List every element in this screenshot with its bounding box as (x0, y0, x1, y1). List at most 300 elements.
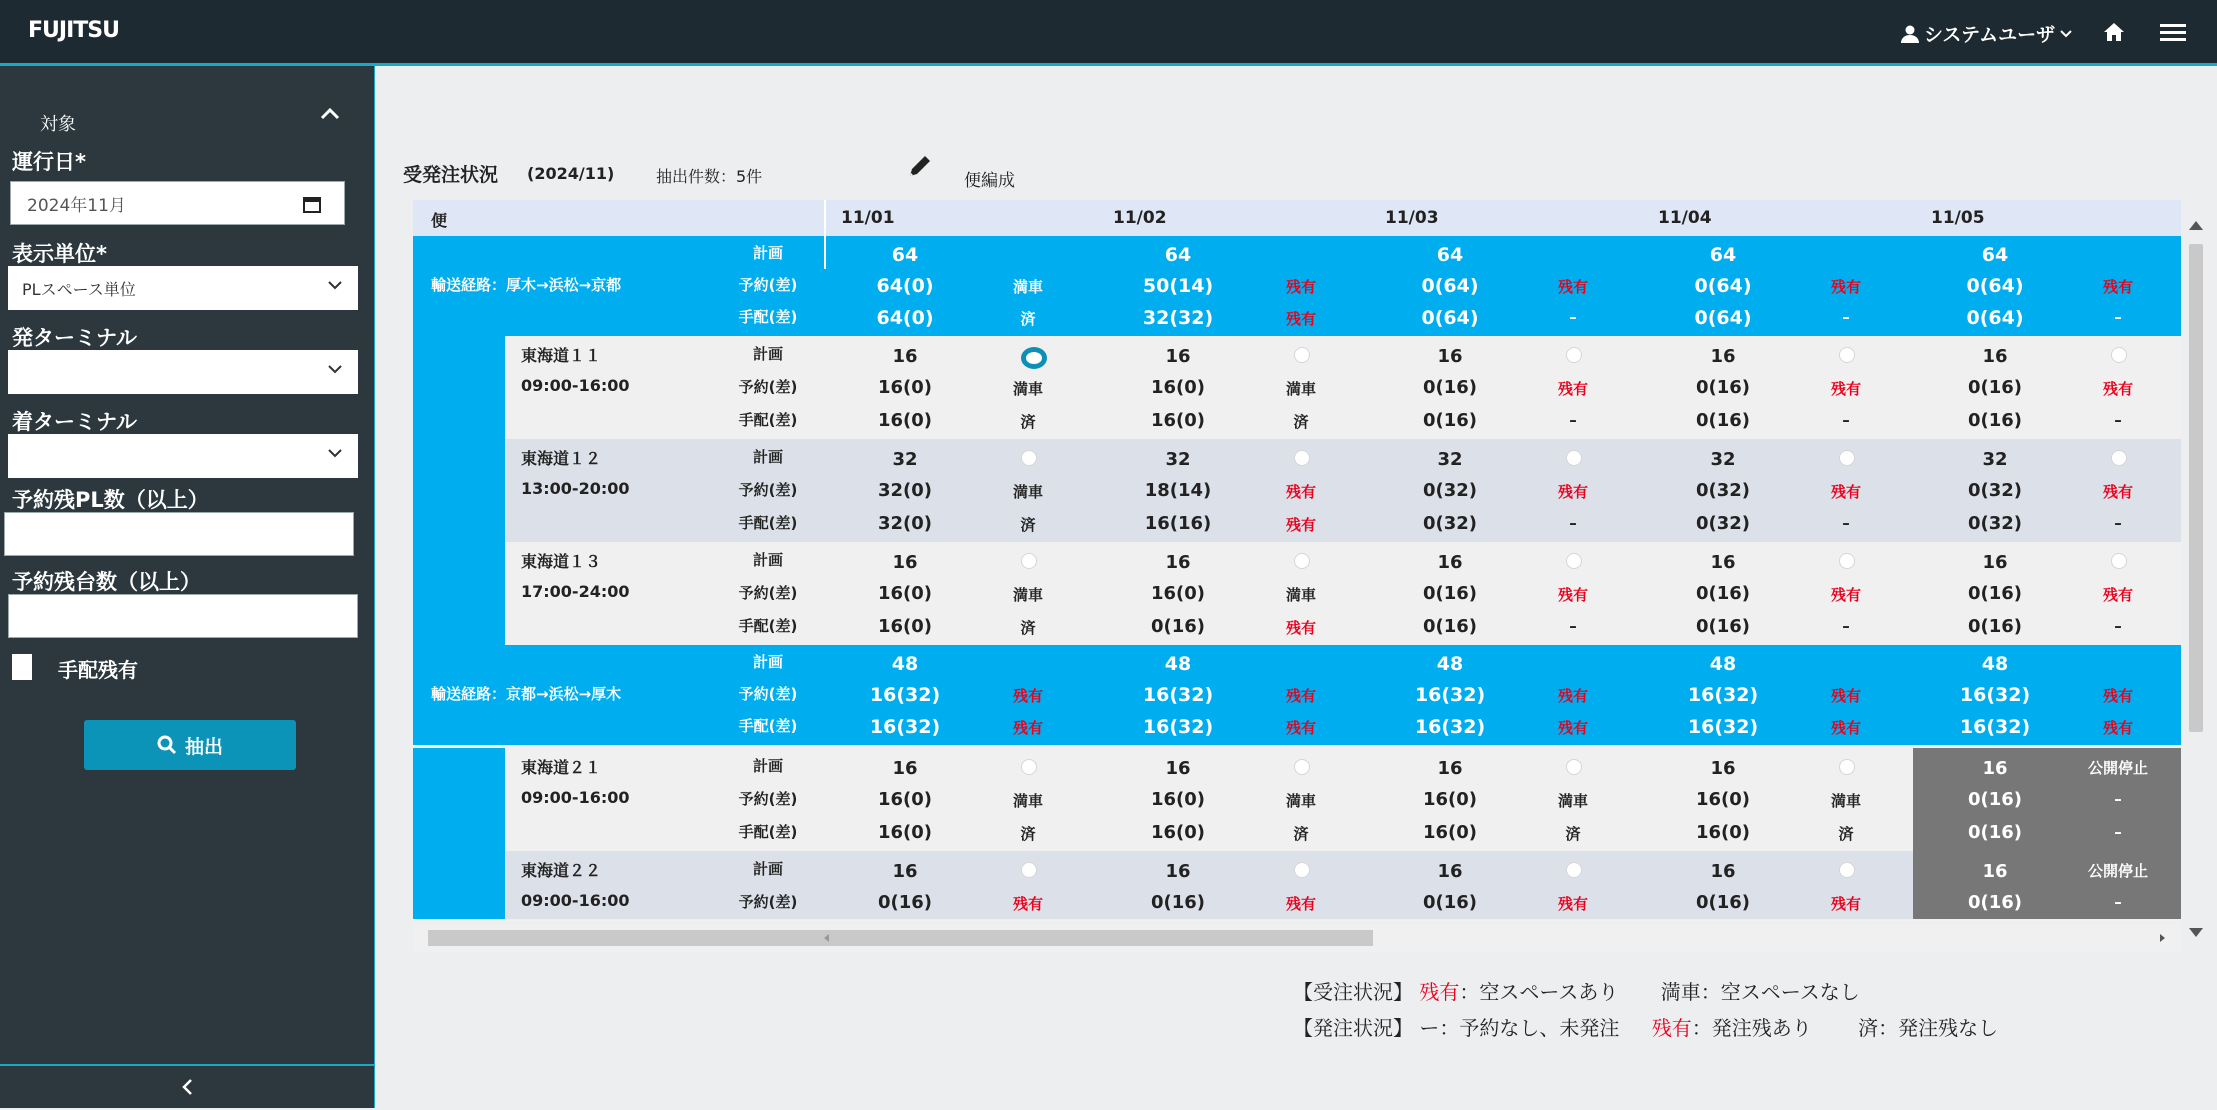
reserve-status: 残有 (1285, 483, 1316, 501)
hamburger-menu-button[interactable] (2160, 22, 2186, 48)
arrange-status: – (1842, 411, 1850, 429)
truck-time: 09:00-16:00 (521, 376, 630, 395)
reserve-value: 16(0) (877, 377, 933, 398)
legend-ship-none: ー：予約なし、未発注 (1419, 1016, 1620, 1040)
chevron-up-icon (320, 107, 340, 121)
hamburger-icon (2160, 22, 2186, 44)
user-icon (1900, 24, 1920, 44)
select-radio[interactable] (1839, 450, 1855, 466)
vertical-scroll-thumb[interactable] (2189, 244, 2203, 732)
chevron-left-icon (180, 1078, 194, 1096)
chevron-down-icon (2059, 27, 2073, 41)
reserve-status: 残有 (1557, 483, 1588, 501)
select-radio[interactable] (1839, 759, 1855, 775)
select-radio[interactable] (2111, 553, 2127, 569)
arrange-status: – (2114, 411, 2122, 429)
arrange-value: 32(32) (1142, 307, 1214, 329)
reserve-value: 16(0) (1695, 789, 1751, 810)
reserve-status: 満車 (1285, 792, 1316, 810)
plan-value: 16 (1710, 346, 1736, 367)
arrange-value: 0(64) (1421, 307, 1479, 329)
operation-date-input[interactable] (10, 181, 345, 225)
reserve-value: 0(16) (1695, 892, 1751, 913)
filter-section-title: 対象 (40, 114, 76, 135)
route-left-band (413, 851, 505, 919)
arrange-status: – (2114, 823, 2122, 841)
row-label: 手配(差) (738, 717, 798, 735)
select-radio[interactable] (1021, 450, 1037, 466)
horizontal-scroll-thumb[interactable] (428, 930, 1373, 946)
select-radio[interactable] (1021, 553, 1037, 569)
reserve-status: 残有 (1285, 687, 1316, 705)
select-radio[interactable] (1294, 347, 1310, 363)
departure-terminal-select[interactable] (8, 350, 358, 394)
header-date: 11/01 (841, 208, 895, 228)
row-label: 予約(差) (738, 378, 798, 396)
select-radio[interactable] (1566, 553, 1582, 569)
arrange-status: 残有 (1830, 719, 1861, 737)
reserve-value: 0(16) (1967, 583, 2023, 604)
reserve-value: 16(32) (1687, 684, 1759, 706)
reserve-status: 残有 (2102, 586, 2133, 604)
row-label: 計画 (752, 551, 783, 569)
arrange-value: 16(0) (1150, 410, 1206, 431)
reserve-status: 満車 (1012, 483, 1043, 501)
reserve-value: 0(16) (1150, 892, 1206, 913)
row-label: 計画 (752, 345, 783, 363)
scroll-right-icon[interactable] (2157, 932, 2167, 944)
select-radio[interactable] (1566, 450, 1582, 466)
departure-terminal-label: 発ターミナル (12, 326, 137, 350)
select-radio[interactable] (1839, 347, 1855, 363)
reserve-value: 0(16) (1967, 377, 2023, 398)
route-left-band (413, 748, 505, 851)
plan-value: 16 (1437, 758, 1463, 779)
search-icon (157, 735, 177, 755)
plan-value: 64 (1164, 244, 1192, 266)
reserve-status: 残有 (2102, 380, 2133, 398)
plan-value: 32 (1982, 449, 2008, 470)
arrange-status: 残有 (2102, 719, 2133, 737)
plan-value: 16 (1165, 346, 1191, 367)
select-radio[interactable] (1294, 759, 1310, 775)
truck-row (413, 748, 2181, 851)
plan-value: 32 (1165, 449, 1191, 470)
extract-button[interactable] (84, 720, 296, 770)
target-month: (2024/11) (527, 164, 615, 183)
route-label: 輸送経路：京都→浜松→厚木 (431, 685, 622, 703)
home-button[interactable] (2102, 20, 2126, 48)
header-date: 11/05 (1931, 208, 1985, 228)
select-radio[interactable] (1294, 862, 1310, 878)
header-date: 11/02 (1113, 208, 1167, 228)
arrange-value: 0(16) (1967, 822, 2023, 843)
arrange-value: 0(16) (1967, 410, 2023, 431)
arrange-value: 64(0) (876, 307, 934, 329)
reserve-value: 16(32) (1142, 684, 1214, 706)
reserve-status: 残有 (1830, 278, 1861, 296)
header-separator (824, 200, 826, 269)
plan-value: 16 (1982, 346, 2008, 367)
reserve-value: 16(0) (1150, 377, 1206, 398)
chevron-down-icon (326, 276, 344, 294)
row-label: 計画 (752, 653, 783, 671)
route-left-band (413, 336, 505, 439)
reserve-status: 残有 (1285, 895, 1316, 913)
remaining-units-input[interactable] (8, 594, 358, 638)
extract-count: 抽出件数：5件 (656, 167, 763, 186)
remaining-pl-label: 予約残PL数（以上） (12, 488, 209, 512)
plan-value: 16 (892, 552, 918, 573)
reserve-value: 0(64) (1421, 275, 1479, 297)
reserve-status: 残有 (1557, 278, 1588, 296)
route-row (413, 645, 2181, 745)
row-label: 計画 (752, 757, 783, 775)
reserve-value: 16(0) (1422, 789, 1478, 810)
arrange-value: 16(0) (877, 822, 933, 843)
arrange-value: 0(16) (1422, 616, 1478, 637)
display-unit-label: 表示単位* (12, 242, 107, 266)
plan-value: 16 (1165, 861, 1191, 882)
reserve-value: 0(16) (1695, 377, 1751, 398)
row-label: 手配(差) (738, 823, 798, 841)
select-radio[interactable] (1839, 553, 1855, 569)
arrange-value: 0(16) (1695, 616, 1751, 637)
select-radio[interactable] (1566, 862, 1582, 878)
plan-value: 16 (1437, 346, 1463, 367)
arrange-status: 残有 (1557, 719, 1588, 737)
arrange-status: 済 (1565, 825, 1581, 843)
truck-name: 東海道２２ (521, 861, 602, 880)
arrange-status: 残有 (1285, 310, 1316, 328)
reserve-value: 16(32) (1414, 684, 1486, 706)
plan-value: 16 (1982, 758, 2008, 779)
reserve-status: 満車 (1557, 792, 1588, 810)
plan-value: 48 (1981, 653, 2009, 675)
select-radio[interactable] (1566, 759, 1582, 775)
plan-value: 16 (1710, 552, 1736, 573)
plan-value: 16 (1437, 552, 1463, 573)
arrange-value: 16(0) (1422, 822, 1478, 843)
reserve-status: 残有 (1830, 586, 1861, 604)
arrange-value: 16(0) (1695, 822, 1751, 843)
order-status-grid (413, 200, 2181, 922)
arrange-status: – (1569, 514, 1577, 532)
scroll-left-icon[interactable] (822, 932, 832, 944)
reserve-status: 満車 (1012, 792, 1043, 810)
truck-row (413, 542, 2181, 645)
scroll-down-icon[interactable] (2186, 926, 2206, 940)
truck-name: 東海道１１ (521, 346, 602, 365)
reserve-value: 0(16) (1695, 583, 1751, 604)
select-radio[interactable] (1566, 347, 1582, 363)
bin-composition-link[interactable]: 便編成 (964, 171, 1015, 191)
plan-value: 16 (892, 346, 918, 367)
route-left-band (413, 439, 505, 542)
truck-name: 東海道１３ (521, 552, 602, 571)
user-menu[interactable] (1900, 20, 2073, 47)
row-label: 手配(差) (738, 514, 798, 532)
reserve-status: 満車 (1012, 380, 1043, 398)
header-date: 11/04 (1658, 208, 1712, 228)
reserve-status: 残有 (1830, 483, 1861, 501)
plan-value: 16 (1982, 552, 2008, 573)
select-radio[interactable] (1021, 759, 1037, 775)
select-radio[interactable] (2111, 347, 2127, 363)
row-label: 手配(差) (738, 617, 798, 635)
arrange-status: 残有 (1285, 619, 1316, 637)
reserve-status: 残有 (1557, 687, 1588, 705)
row-label: 予約(差) (738, 790, 798, 808)
reserve-value: 0(16) (877, 892, 933, 913)
select-radio[interactable] (1294, 553, 1310, 569)
arrange-value: 16(16) (1144, 513, 1212, 534)
select-radio[interactable] (1294, 450, 1310, 466)
row-label: 予約(差) (738, 481, 798, 499)
arrange-value: 32(0) (877, 513, 933, 534)
row-label: 予約(差) (738, 276, 798, 294)
filter-sidebar (0, 66, 375, 1108)
chevron-down-icon (326, 360, 344, 378)
plan-value: 16 (1165, 552, 1191, 573)
reserve-status: 満車 (1285, 380, 1316, 398)
reserve-value: 0(64) (1966, 275, 2024, 297)
reserve-status: 残有 (1012, 895, 1043, 913)
reserve-value: 0(16) (1967, 789, 2023, 810)
plan-value: 64 (1709, 244, 1737, 266)
arrange-status: – (1569, 308, 1577, 326)
truck-row (413, 336, 2181, 439)
plan-value: 16 (892, 861, 918, 882)
legend-order-row (1293, 974, 1998, 1010)
reserve-value: 32(0) (877, 480, 933, 501)
grid-header-row (413, 200, 2181, 236)
fujitsu-logo: FUJITSU (28, 18, 119, 43)
plan-value: 48 (1709, 653, 1737, 675)
reserve-status: – (2114, 790, 2122, 808)
plan-value: 32 (1710, 449, 1736, 470)
arrange-value: 0(64) (1966, 307, 2024, 329)
arrange-value: 0(32) (1422, 513, 1478, 534)
legend-order-prefix: 【受注状況】 (1293, 980, 1413, 1004)
legend-ship-done: 済：発注残なし (1858, 1016, 1999, 1040)
arrange-value: 0(16) (1150, 616, 1206, 637)
route-row (413, 236, 2181, 336)
arrange-value: 0(16) (1967, 616, 2023, 637)
reserve-value: 50(14) (1142, 275, 1214, 297)
arrange-value: 16(32) (1959, 716, 2031, 738)
arrange-value: 16(32) (1142, 716, 1214, 738)
arrange-value: 16(0) (877, 616, 933, 637)
scroll-up-icon[interactable] (2186, 218, 2206, 232)
arrange-value: 0(32) (1695, 513, 1751, 534)
truck-time: 09:00-16:00 (521, 788, 630, 807)
arrange-status: – (1569, 411, 1577, 429)
arrange-status: 残有 (1012, 719, 1043, 737)
display-unit-select[interactable] (8, 266, 358, 310)
arrange-status: 残有 (1285, 719, 1316, 737)
reserve-value: 0(32) (1422, 480, 1478, 501)
reserve-status: 残有 (1830, 687, 1861, 705)
plan-value: 64 (1436, 244, 1464, 266)
arrange-status: 済 (1020, 516, 1036, 534)
reserve-value: 64(0) (876, 275, 934, 297)
arrange-status: 済 (1838, 825, 1854, 843)
user-name: システムユーザ (1924, 24, 2056, 46)
reserve-value: 0(16) (1422, 377, 1478, 398)
truck-time: 17:00-24:00 (521, 582, 630, 601)
reserve-status: 残有 (1557, 380, 1588, 398)
reserve-value: 16(32) (1959, 684, 2031, 706)
plan-value: 32 (892, 449, 918, 470)
select-radio[interactable] (2111, 450, 2127, 466)
legend-ship-remain-desc: ：発注残あり (1691, 1016, 1812, 1040)
sidebar-footer (0, 1064, 374, 1110)
reserve-status: 残有 (1012, 687, 1043, 705)
arrange-status: 済 (1293, 413, 1309, 431)
reserve-status: 残有 (2102, 687, 2133, 705)
select-radio[interactable] (1839, 862, 1855, 878)
plan-value: 48 (891, 653, 919, 675)
row-label: 手配(差) (738, 411, 798, 429)
header-date: 11/03 (1385, 208, 1439, 228)
arrange-status: – (1842, 308, 1850, 326)
arrange-status: – (2114, 308, 2122, 326)
calendar-icon[interactable] (302, 194, 322, 214)
legend-ship-prefix: 【発注状況】 (1293, 1016, 1413, 1040)
arrival-terminal-select[interactable] (8, 434, 358, 478)
arrange-value: 16(32) (869, 716, 941, 738)
pencil-icon[interactable] (906, 152, 934, 184)
route-label: 輸送経路：厚木→浜松→京都 (431, 276, 622, 294)
arrange-status: 済 (1020, 413, 1036, 431)
arrange-value: 0(64) (1694, 307, 1752, 329)
row-label: 予約(差) (738, 584, 798, 602)
arrange-status: 済 (1020, 619, 1036, 637)
reserve-value: 0(16) (1967, 892, 2023, 913)
truck-name: 東海道１２ (521, 449, 602, 468)
reserve-value: 0(16) (1422, 892, 1478, 913)
arrange-value: 0(16) (1422, 410, 1478, 431)
reserve-status: 残有 (1557, 586, 1588, 604)
reserve-value: 16(0) (1150, 583, 1206, 604)
arrange-value: 0(16) (1695, 410, 1751, 431)
reserve-status: 残有 (1285, 278, 1316, 296)
remaining-units-label: 予約残台数（以上） (12, 570, 201, 594)
reserve-value: 18(14) (1144, 480, 1212, 501)
collapse-section-button[interactable] (320, 106, 340, 125)
reserve-value: 0(32) (1695, 480, 1751, 501)
reserve-status: 満車 (1012, 278, 1043, 296)
operation-date-value: 2024年11月 (27, 195, 126, 216)
legend-ship-row (1293, 1010, 1998, 1046)
operation-date-label: 運行日* (12, 150, 86, 174)
arrange-status: – (1842, 617, 1850, 635)
arrange-status: – (1569, 617, 1577, 635)
reserve-value: 16(32) (869, 684, 941, 706)
plan-value: 32 (1437, 449, 1463, 470)
reserve-status: 残有 (1830, 895, 1861, 913)
extract-button-label: 抽出 (184, 735, 223, 758)
reserve-value: 0(16) (1422, 583, 1478, 604)
row-label: 予約(差) (738, 685, 798, 703)
plan-value: 48 (1436, 653, 1464, 675)
arrange-status: – (2114, 617, 2122, 635)
publish-stopped-status: 公開停止 (2087, 862, 2148, 880)
reserve-status: – (2114, 893, 2122, 911)
collapse-sidebar-button[interactable] (180, 1078, 194, 1100)
reserve-status: 残有 (2102, 483, 2133, 501)
plan-value: 16 (892, 758, 918, 779)
reserve-value: 16(0) (877, 789, 933, 810)
arrange-status: – (2114, 514, 2122, 532)
legend-order-remain: 残有 (1419, 980, 1460, 1004)
row-label: 計画 (752, 448, 783, 466)
truck-row (413, 851, 2181, 919)
arrange-value: 16(0) (1150, 822, 1206, 843)
reserve-status: 残有 (1557, 895, 1588, 913)
row-label: 手配(差) (738, 308, 798, 326)
truck-row (413, 439, 2181, 542)
reserve-value: 0(32) (1967, 480, 2023, 501)
reserve-value: 0(64) (1694, 275, 1752, 297)
publish-stopped-status: 公開停止 (2087, 759, 2148, 777)
arrangement-remaining-label: 手配残有 (58, 658, 138, 682)
reserve-status: 満車 (1285, 586, 1316, 604)
arrange-value: 16(32) (1414, 716, 1486, 738)
chevron-down-icon (326, 444, 344, 462)
truck-time: 09:00-16:00 (521, 891, 630, 910)
plan-value: 16 (1437, 861, 1463, 882)
reserve-status: 満車 (1012, 586, 1043, 604)
page-title: 受発注状況 (403, 164, 499, 186)
select-radio[interactable] (1021, 347, 1047, 369)
reserve-value: 16(0) (1150, 789, 1206, 810)
legend-order-full: 満車：空スペースなし (1660, 980, 1860, 1004)
status-legend (1293, 974, 1998, 1046)
arrival-terminal-label: 着ターミナル (12, 410, 137, 434)
arrange-status: 済 (1293, 825, 1309, 843)
truck-time: 13:00-20:00 (521, 479, 630, 498)
legend-ship-remain: 残有 (1651, 1016, 1692, 1040)
home-icon (2102, 20, 2126, 44)
legend-order-remain-desc: ：空スペースあり (1459, 980, 1619, 1004)
remaining-pl-input[interactable] (4, 512, 354, 556)
arrange-value: 16(0) (877, 410, 933, 431)
truck-name: 東海道２１ (521, 758, 602, 777)
top-bar (0, 0, 2217, 66)
arrangement-remaining-checkbox[interactable] (12, 654, 32, 680)
plan-value: 16 (1165, 758, 1191, 779)
arrange-status: – (1842, 514, 1850, 532)
reserve-status: 満車 (1830, 792, 1861, 810)
route-left-band (413, 542, 505, 645)
plan-value: 64 (1981, 244, 2009, 266)
reserve-status: 残有 (2102, 278, 2133, 296)
select-radio[interactable] (1021, 862, 1037, 878)
arrange-status: 済 (1020, 310, 1036, 328)
row-label: 計画 (752, 860, 783, 878)
header-bin: 便 (431, 211, 448, 230)
plan-value: 16 (1710, 861, 1736, 882)
arrange-status: 済 (1020, 825, 1036, 843)
row-label: 計画 (752, 244, 783, 262)
plan-value: 16 (1710, 758, 1736, 779)
row-label: 予約(差) (738, 893, 798, 911)
arrange-status: 残有 (1285, 516, 1316, 534)
plan-value: 48 (1164, 653, 1192, 675)
plan-value: 16 (1982, 861, 2008, 882)
